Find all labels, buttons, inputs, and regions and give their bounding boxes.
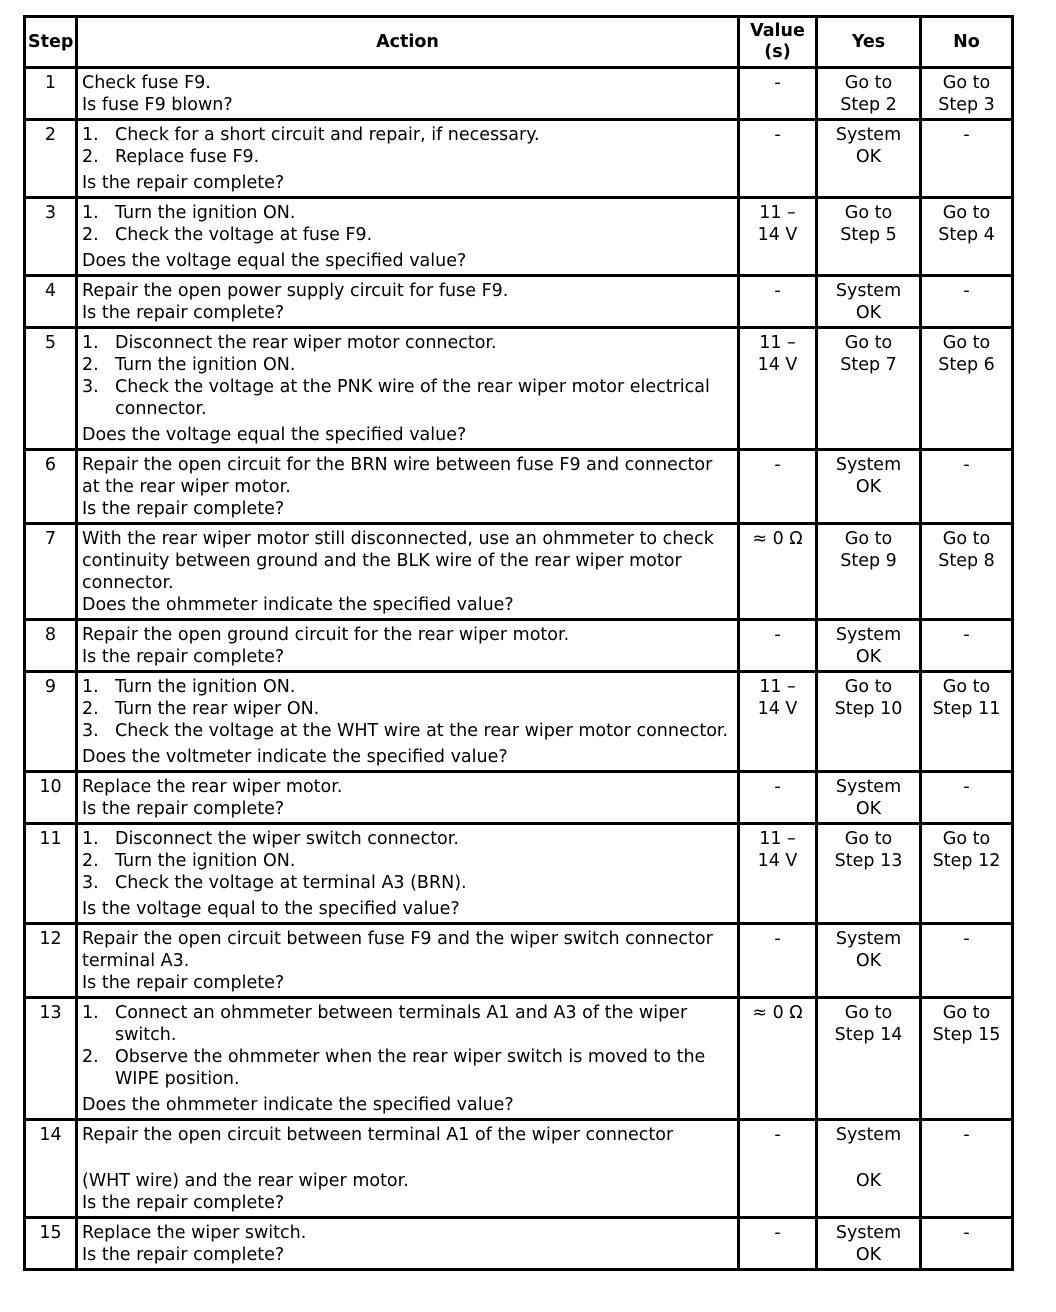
action-cell — [77, 198, 739, 276]
no-cell: - — [921, 620, 1013, 672]
no-cell: - — [921, 1120, 1013, 1218]
action-cell — [77, 1120, 739, 1218]
no-cell: - — [921, 924, 1013, 998]
action-question: Is the repair complete? — [82, 303, 285, 323]
action-step-text: Disconnect the wiper switch connector. — [115, 829, 459, 849]
value-cell: - — [739, 924, 817, 998]
yes-cell — [817, 672, 921, 772]
action-step-text: Turn the ignition ON. — [115, 355, 296, 375]
yes-cell — [817, 120, 921, 198]
yes-cell — [817, 328, 921, 450]
action-cell — [77, 328, 739, 450]
no-cell: Go to Step 11 — [921, 672, 1013, 772]
action-text: Check fuse F9. — [82, 73, 211, 93]
action-steps-list — [82, 332, 733, 420]
step-number: 9 — [25, 672, 77, 772]
action-step-text: Turn the ignition ON. — [115, 677, 296, 697]
yes-text-2: OK — [855, 1171, 882, 1191]
action-step-number: 3. — [82, 873, 99, 893]
action-question: Does the ohmmeter indicate the specified value? — [82, 1095, 514, 1115]
action-step-text: Check the voltage at terminal A3 (BRN). — [115, 873, 467, 893]
action-cell — [77, 824, 739, 924]
table-row — [25, 998, 1013, 1120]
no-cell: - — [921, 450, 1013, 524]
action-question: Does the ohmmeter indicate the specified value? — [82, 595, 514, 615]
action-step-number: 2. — [82, 355, 99, 375]
action-step-item — [82, 124, 733, 146]
table-row — [25, 672, 1013, 772]
action-steps-list — [82, 828, 733, 894]
action-step-item — [82, 1002, 733, 1046]
table-row — [25, 198, 1013, 276]
action-step-item — [82, 828, 733, 850]
table-row — [25, 824, 1013, 924]
action-question: Does the voltmeter indicate the specified value? — [82, 747, 508, 767]
action-step-number: 1. — [82, 333, 99, 353]
no-cell: Go to Step 6 — [921, 328, 1013, 450]
action-step-number: 3. — [82, 721, 99, 741]
step-number: 13 — [25, 998, 77, 1120]
value-cell: 11 – 14 V — [739, 672, 817, 772]
action-text: Repair the open circuit between terminal A1 of the wiper connector — [82, 1125, 674, 1145]
action-text: Repair the open circuit for the BRN wire between fuse F9 and connector at the rear wiper motor. — [82, 455, 713, 497]
yes-text: Go to Step 10 — [834, 677, 903, 719]
action-cell — [77, 772, 739, 824]
yes-text: System OK — [835, 929, 902, 971]
yes-cell — [817, 1218, 921, 1270]
action-text: Repair the open power supply circuit for fuse F9. — [82, 281, 509, 301]
action-cell — [77, 120, 739, 198]
action-cell — [77, 276, 739, 328]
value-cell: - — [739, 450, 817, 524]
action-text: With the rear wiper motor still disconnected, use an ohmmeter to check continuity between ground and the BLK wire of the rear wiper motor connector. — [82, 529, 714, 593]
yes-text: System OK — [835, 777, 902, 819]
action-question: Is the repair complete? — [82, 973, 285, 993]
header-no: No — [921, 17, 1013, 68]
step-number: 5 — [25, 328, 77, 450]
value-cell: ≈ 0 Ω — [739, 524, 817, 620]
action-step-number: 2. — [82, 147, 99, 167]
step-number: 3 — [25, 198, 77, 276]
value-cell: - — [739, 1218, 817, 1270]
action-step-number: 2. — [82, 851, 99, 871]
step-number: 4 — [25, 276, 77, 328]
action-step-item — [82, 332, 733, 354]
no-cell: - — [921, 120, 1013, 198]
action-step-text: Connect an ohmmeter between terminals A1 and A3 of the wiper switch. — [115, 1003, 688, 1045]
action-cell — [77, 620, 739, 672]
table-row — [25, 276, 1013, 328]
action-question: Is the repair complete? — [82, 499, 285, 519]
action-step-item — [82, 354, 733, 376]
diagnostic-table-container — [23, 15, 1011, 1271]
action-question: Is the repair complete? — [82, 1193, 285, 1213]
action-step-item — [82, 720, 733, 742]
table-row — [25, 772, 1013, 824]
step-number: 6 — [25, 450, 77, 524]
value-cell: - — [739, 1120, 817, 1218]
action-question: Does the voltage equal the specified value? — [82, 251, 467, 271]
value-cell: - — [739, 772, 817, 824]
action-cell — [77, 924, 739, 998]
spacer — [822, 1146, 915, 1170]
no-cell: Go to Step 12 — [921, 824, 1013, 924]
action-step-number: 2. — [82, 225, 99, 245]
yes-text: System OK — [835, 625, 902, 667]
yes-text: System — [835, 1125, 902, 1145]
action-text: Repair the open circuit between fuse F9 and the wiper switch connector terminal A3. — [82, 929, 713, 971]
action-cell — [77, 672, 739, 772]
table-header-row — [25, 17, 1013, 68]
value-cell: 11 – 14 V — [739, 198, 817, 276]
action-step-item — [82, 224, 733, 246]
action-question: Is the voltage equal to the specified value? — [82, 899, 460, 919]
yes-cell — [817, 1120, 921, 1218]
yes-text: Go to Step 7 — [840, 333, 897, 375]
action-step-number: 3. — [82, 377, 99, 397]
no-cell: - — [921, 276, 1013, 328]
action-step-text: Check the voltage at fuse F9. — [115, 225, 373, 245]
step-number: 12 — [25, 924, 77, 998]
yes-text: System OK — [835, 455, 902, 497]
yes-text: Go to Step 13 — [834, 829, 903, 871]
yes-text: System OK — [835, 281, 902, 323]
yes-text: Go to Step 5 — [840, 203, 897, 245]
yes-cell — [817, 620, 921, 672]
yes-cell — [817, 198, 921, 276]
action-step-text: Observe the ohmmeter when the rear wiper switch is moved to the WIPE position. — [115, 1047, 706, 1089]
action-step-number: 2. — [82, 699, 99, 719]
action-step-item — [82, 376, 733, 420]
step-number: 8 — [25, 620, 77, 672]
action-step-text: Turn the rear wiper ON. — [115, 699, 320, 719]
action-cell — [77, 68, 739, 120]
no-cell: Go to Step 3 — [921, 68, 1013, 120]
step-number: 15 — [25, 1218, 77, 1270]
action-question: Is the repair complete? — [82, 647, 285, 667]
table-row — [25, 68, 1013, 120]
action-step-text: Turn the ignition ON. — [115, 851, 296, 871]
no-cell: Go to Step 15 — [921, 998, 1013, 1120]
yes-cell — [817, 824, 921, 924]
action-text: Replace the rear wiper motor. — [82, 777, 343, 797]
no-cell: Go to Step 4 — [921, 198, 1013, 276]
yes-cell — [817, 924, 921, 998]
action-question: Is fuse F9 blown? — [82, 95, 233, 115]
action-steps-list — [82, 1002, 733, 1090]
action-step-number: 1. — [82, 203, 99, 223]
value-cell: - — [739, 620, 817, 672]
action-step-number: 1. — [82, 1003, 99, 1023]
action-cell — [77, 1218, 739, 1270]
step-number: 1 — [25, 68, 77, 120]
yes-cell — [817, 276, 921, 328]
action-step-text: Check for a short circuit and repair, if necessary. — [115, 125, 540, 145]
action-cell — [77, 450, 739, 524]
yes-text: Go to Step 14 — [834, 1003, 903, 1045]
action-step-text: Turn the ignition ON. — [115, 203, 296, 223]
action-step-number: 1. — [82, 677, 99, 697]
action-step-item — [82, 146, 733, 168]
action-steps-list — [82, 676, 733, 742]
table-row — [25, 924, 1013, 998]
value-cell: - — [739, 276, 817, 328]
value-cell: - — [739, 68, 817, 120]
yes-text: System OK — [835, 1223, 902, 1265]
action-text: (WHT wire) and the rear wiper motor. — [82, 1171, 409, 1191]
spacer — [82, 1146, 733, 1170]
yes-text: Go to Step 2 — [840, 73, 897, 115]
yes-cell — [817, 524, 921, 620]
value-cell: ≈ 0 Ω — [739, 998, 817, 1120]
value-cell: - — [739, 120, 817, 198]
action-step-number: 2. — [82, 1047, 99, 1067]
step-number: 11 — [25, 824, 77, 924]
no-cell: - — [921, 772, 1013, 824]
table-row — [25, 120, 1013, 198]
header-action: Action — [77, 17, 739, 68]
value-cell: 11 – 14 V — [739, 824, 817, 924]
action-step-item — [82, 872, 733, 894]
table-row — [25, 1120, 1013, 1218]
step-number: 7 — [25, 524, 77, 620]
action-step-text: Disconnect the rear wiper motor connector. — [115, 333, 497, 353]
header-value: Value (s) — [739, 17, 817, 68]
step-number: 10 — [25, 772, 77, 824]
action-step-item — [82, 676, 733, 698]
action-step-number: 1. — [82, 829, 99, 849]
action-question: Is the repair complete? — [82, 1245, 285, 1265]
action-step-text: Replace fuse F9. — [115, 147, 260, 167]
no-cell: Go to Step 8 — [921, 524, 1013, 620]
step-number: 14 — [25, 1120, 77, 1218]
yes-cell — [817, 450, 921, 524]
action-step-item — [82, 1046, 733, 1090]
table-row — [25, 328, 1013, 450]
action-steps-list — [82, 202, 733, 246]
action-text: Replace the wiper switch. — [82, 1223, 307, 1243]
action-step-item — [82, 850, 733, 872]
header-step: Step — [25, 17, 77, 68]
yes-cell — [817, 68, 921, 120]
diagnostic-table — [23, 15, 1014, 1271]
table-row — [25, 1218, 1013, 1270]
action-step-number: 1. — [82, 125, 99, 145]
yes-text: Go to Step 9 — [840, 529, 897, 571]
action-question: Is the repair complete? — [82, 799, 285, 819]
action-text: Repair the open ground circuit for the rear wiper motor. — [82, 625, 570, 645]
value-cell: 11 – 14 V — [739, 328, 817, 450]
yes-text: System OK — [835, 125, 902, 167]
no-cell: - — [921, 1218, 1013, 1270]
action-step-item — [82, 698, 733, 720]
table-row — [25, 524, 1013, 620]
table-row — [25, 450, 1013, 524]
action-question: Is the repair complete? — [82, 173, 285, 193]
yes-cell — [817, 772, 921, 824]
header-yes: Yes — [817, 17, 921, 68]
action-step-item — [82, 202, 733, 224]
table-row — [25, 620, 1013, 672]
yes-cell — [817, 998, 921, 1120]
action-step-text: Check the voltage at the PNK wire of the rear wiper motor electrical connector. — [115, 377, 710, 419]
action-cell — [77, 524, 739, 620]
action-step-text: Check the voltage at the WHT wire at the rear wiper motor connector. — [115, 721, 729, 741]
action-cell — [77, 998, 739, 1120]
action-steps-list — [82, 124, 733, 168]
action-question: Does the voltage equal the specified value? — [82, 425, 467, 445]
step-number: 2 — [25, 120, 77, 198]
